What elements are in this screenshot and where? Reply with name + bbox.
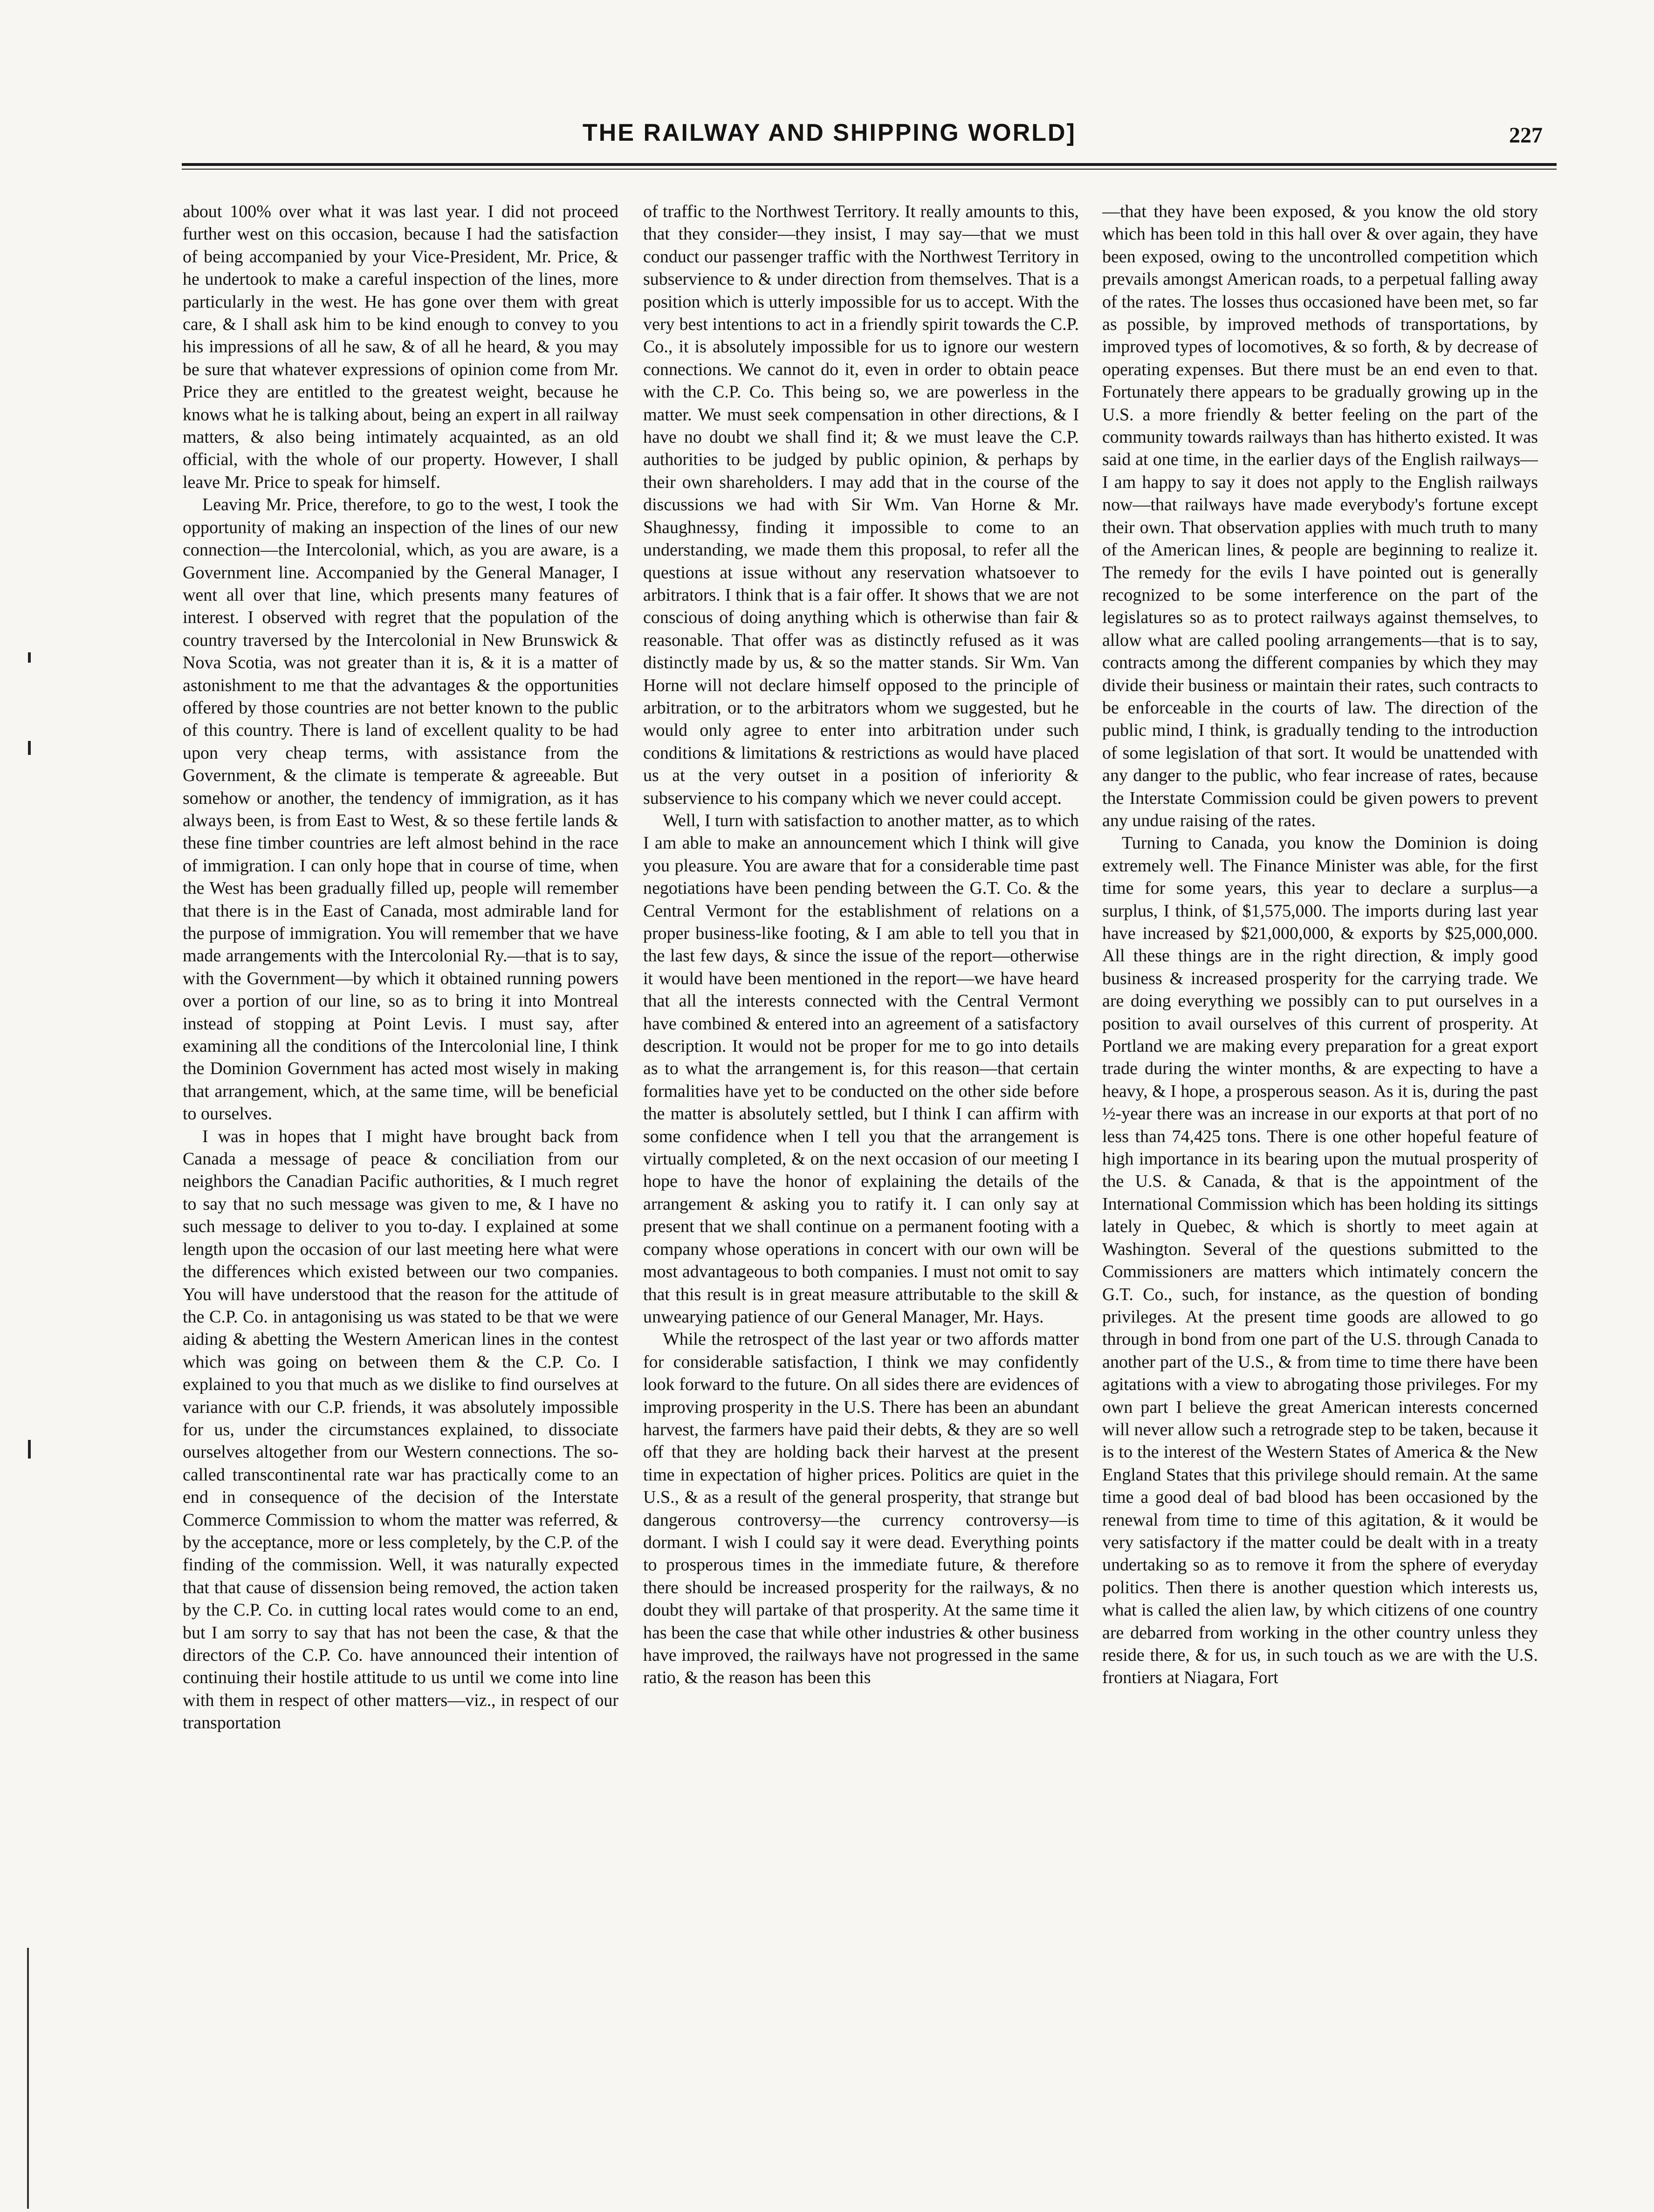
header-rule-thin [182,169,1557,170]
text-column-3 [1102,200,1538,2120]
page-header [182,119,1543,161]
margin-mark [28,1440,31,1459]
margin-mark [28,741,31,755]
text-column-1 [183,200,618,2120]
running-title: THE RAILWAY AND SHIPPING WORLD] [583,119,1076,146]
header-rule-thick [182,163,1557,166]
margin-line [27,1948,29,2209]
paragraph: of traffic to the Northwest Territory. It really amounts to this, that they consider—they insist, I may say—that we must conduct our passenger traffic with the Northwest Territory in subservience to & under direction from themselves. That is a position which is utterly impossible for us to accept. With the very best intentions to act in a friendly spirit towards the C.P. Co., it is absolutely impossible for us to ignore our western connections. We cannot do it, even in order to obtain peace with the C.P. Co. This being so, we are powerless in the matter. We must seek compensation in other directions, & I have no doubt we shall find it; & we must leave the C.P. authorities to be judged by public opinion, & perhaps by their own shareholders. I may add that in the course of the discussions we had with Sir Wm. Van Horne & Mr. Shaughnessy, finding it impossible to come to an understanding, we made them this proposal, to refer all the questions at issue without any reservation whatsoever to arbitrators. I think that is a fair offer. It shows that we are not conscious of doing anything which is otherwise than fair & reasonable. That offer was as distinctly refused as it was distinctly made by us, & so the matter stands. Sir Wm. Van Horne will not declare himself opposed to the principle of arbitration, or to the arbitrators whom we suggested, but he would only agree to enter into arbitration under such conditions & limitations & restrictions as would have placed us at the very outset in a position of inferiority & subservience to his company which we never could accept. [643,202,1079,808]
paragraph: —that they have been exposed, & you know the old story which has been told in this hall over & over again, they have been exposed, owing to the uncontrolled competition which prevails amongst American roads, to a perpetual falling away of the rates. The losses thus occasioned have been met, so far as possible, by improved methods of transportations, by improved types of locomotives, & so forth, & by decrease of operating expenses. But there must be an end even to that. Fortunately there appears to be gradually growing up in the U.S. a more friendly & better feeling on the part of the community towards railways than has hitherto existed. It was said at one time, in the earlier days of the English railways—I am happy to say it does not apply to the English railways now—that railways have made everybody's fortune except their own. That observation applies with much truth to many of the American lines, & people are beginning to realize it. The remedy for the evils I have pointed out is generally recognized to be some interference on the part of the legislatures so as to protect railways against themselves, to allow what are called pooling arrangements—that is to say, contracts among the different companies by which they may divide their business or maintain their rates, such contracts to be enforceable in the courts of law. The direction of the public mind, I think, is gradually tending to the introduction of some legislation of that sort. It would be unattended with any danger to the public, who fear increase of rates, because the Interstate Commission could be given powers to prevent any undue raising of the rates. [1102,202,1538,830]
paragraph: Turning to Canada, you know the Dominion is doing extremely well. The Finance Minister was able, for the first time for some years, this year to declare a surplus—a surplus, I think, of $1,575,000. The imports during last year have increased by $21,000,000, & exports by $25,000,000. All these things are in the right direction, & imply good business & increased prosperity for the carrying trade. We are doing everything we possibly can to put ourselves in a position to avail ourselves of this current of prosperity. At Portland we are making every preparation for a great export trade during the winter months, & are expecting to have a heavy, & I hope, a prosperous season. As it is, during the past ½-year there was an increase in our exports at that port of no less than 74,425 tons. There is one other hopeful feature of high importance in its bearing upon the mutual prosperity of the U.S. & Canada, & that is the appointment of the International Commission which has been holding its sittings lately in Quebec, & which is shortly to meet again at Washington. Several of the questions submitted to the Commissioners are matters which intimately concern the G.T. Co., such, for instance, as the question of bonding privileges. At the present time goods are allowed to go through in bond from one part of the U.S. through Canada to another part of the U.S., & from time to time there have been agitations with a view to abrogating those privileges. For my own part I believe the great American interests concerned will never allow such a retrograde step to be taken, because it is to the interest of the Western States of America & the New England States that this privilege should remain. At the same time a good deal of bad blood has been occasioned by the renewal from time to time of this agitation, & it would be very satisfactory if the matter could be dealt with in a treaty undertaking so as to remove it from the sphere of everyday politics. Then there is another question which interests us, what is called the alien law, by which citizens of one country are debarred from working in the other country unless they reside there, & for us, in such touch as we are with the U.S. frontiers at Niagara, Fort [1102,833,1538,1688]
paragraph: While the retrospect of the last year or two affords matter for considerable satisfaction, I think we may confidently look forward to the future. On all sides there are evidences of improving prosperity in the U.S. There has been an abundant harvest, the farmers have paid their debts, & they are so well off that they are holding back their harvest at the present time in expectation of higher prices. Politics are quiet in the U.S., & as a result of the general prosperity, that strange but dangerous controversy—the currency controversy—is dormant. I wish I could say it were dead. Everything points to prosperous times in the immediate future, & therefore there should be increased prosperity for the railways, & no doubt they will partake of that prosperity. At the same time it has been the case that while other industries & other business have improved, the railways have not progressed in the same ratio, & the reason has been this [643,1329,1079,1688]
margin-mark [28,652,31,663]
text-column-2 [643,200,1079,2120]
paragraph: about 100% over what it was last year. I did not proceed further west on this occasion, because I had the satisfaction of being accompanied by your Vice-President, Mr. Price, & he undertook to make a careful inspection of the lines, more particularly in the west. He has gone over them with great care, & I shall ask him to be kind enough to convey to you his impressions of all he saw, & of all he heard, & you may be sure that whatever expressions of opinion come from Mr. Price they are entitled to the greatest weight, because he knows what he is talking about, being an expert in all railway matters, & also being intimately acquainted, as an old official, with the whole of our property. However, I shall leave Mr. Price to speak for himself. [183,202,618,492]
paragraph: Well, I turn with satisfaction to another matter, as to which I am able to make an announcement which I think will give you pleasure. You are aware that for a considerable time past negotiations have been pending between the G.T. Co. & the Central Vermont for the establishment of relations on a proper business-like footing, & I am able to tell you that in the last few days, & since the issue of the report—otherwise it would have been mentioned in the report—we have heard that all the interests connected with the Central Vermont have combined & entered into an agreement of a satisfactory description. It would not be proper for me to go into details as to what the arrangement is, for this reason—that certain formalities have yet to be conducted on the other side before the matter is absolutely settled, but I think I can affirm with some confidence when I tell you that the arrangement is virtually completed, & on the next occasion of our meeting I hope to have the honor of explaining the details of the arrangement & asking you to ratify it. I can only say at present that we shall continue on a permanent footing with a company whose operations in concert with our own will be most advantageous to both companies. I must not omit to say that this result is in great measure attributable to the skill & unwearying patience of our General Manager, Mr. Hays. [643,810,1079,1327]
page-number: 227 [1509,123,1543,148]
paragraph: Leaving Mr. Price, therefore, to go to the west, I took the opportunity of making an inspection of the lines of our new connection—the Intercolonial, which, as you are aware, is a Government line. Accompanied by the General Manager, I went all over that line, which presents many features of interest. I observed with regret that the population of the country traversed by the Intercolonial in New Brunswick & Nova Scotia, was not greater than it is, & it is a matter of astonishment to me that the advantages & the opportunities offered by those countries are not better known to the public of this country. There is land of excellent quality to be had upon very cheap terms, with assistance from the Government, & the climate is temperate & agreeable. But somehow or another, the tendency of immigration, as it has always been, is from East to West, & so these fertile lands & these fine timber countries are left almost behind in the race of immigration. I can only hope that in course of time, when the West has been gradually filled up, people will remember that there is in the East of Canada, most admirable land for the purpose of immigration. You will remember that we have made arrangements with the Intercolonial Ry.—that is to say, with the Government—by which it obtained running powers over a portion of our line, so as to bring it into Montreal instead of stopping at Point Levis. I must say, after examining all the conditions of the Intercolonial line, I think the Dominion Government has acted most wisely in making that arrangement, which, at the same time, will be beneficial to ourselves. [183,495,618,1124]
paragraph: I was in hopes that I might have brought back from Canada a message of peace & conciliation from our neighbors the Canadian Pacific authorities, & I much regret to say that no such message was given to me, & I have no such message to deliver to you to-day. I explained at some length upon the occasion of our last meeting here what were the differences which existed between our two companies. You will have understood that the reason for the attitude of the C.P. Co. in antagonising us was stated to be that we were aiding & abetting the Western American lines in the contest which was going on between them & the C.P. Co. I explained to you that much as we dislike to find ourselves at variance with our C.P. friends, it was absolutely impossible for us, under the circumstances explained, to dissociate ourselves altogether from our Western connections. The so-called transcontinental rate war has practically come to an end in consequence of the decision of the Interstate Commerce Commission to whom the matter was referred, & by the acceptance, more or less completely, by the C.P. of the finding of the commission. Well, it was naturally expected that that cause of dissension being removed, the action taken by the C.P. Co. in cutting local rates would come to an end, but I am sorry to say that has not been the case, & that the directors of the C.P. Co. have announced their intention of continuing their hostile attitude to us until we come into line with them in respect of other matters—viz., in respect of our transportation [183,1126,618,1733]
